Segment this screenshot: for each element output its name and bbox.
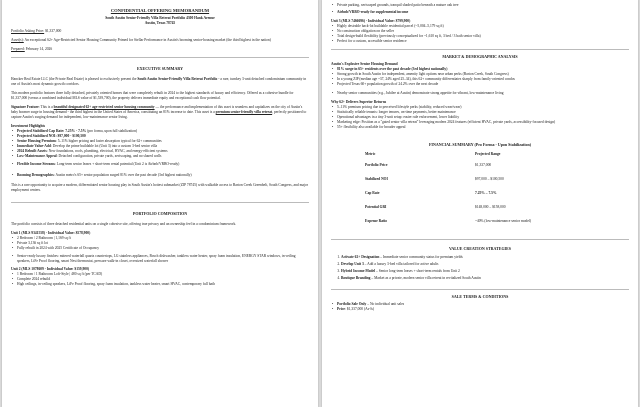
- highlights-title: Investment Highlights: [11, 124, 46, 128]
- prepared-line: Prepared: February 14, 2026: [11, 47, 53, 51]
- assets-line: Asset(s): An exceptional 62+ Age-Restricted Senior Housing Community Primed for Stellar Performance in Austin's booming senior-housing market (the third highest in the nation): [11, 38, 271, 42]
- list-item: • Projected Stabilized Cap Rate: 7.25% - 7.5% (pro forma, upon full stabilization): [17, 129, 309, 134]
- unit1-title: Unit 1 (MLS 9341558) - Individual Value: $578,900): [11, 231, 91, 235]
- list-item: • 2024 Rebuilt Assets: New foundations, roofs, plumbing, electrical, HVAC, and energy-efficient systems: [17, 149, 309, 154]
- list-item: 4. Boutique Branding – Market as a private, modern senior villa retreat in revitalized South Austin: [341, 276, 629, 281]
- composition-intro: The portfolio consists of three detached residential units on a single cohesive site, offering true privacy and an ownership feel in a condominium framework.: [11, 222, 237, 226]
- list-item: • Portfolio Sale Only – No individual unit sales: [337, 302, 629, 307]
- list-item: • Private parking, xeriscaped grounds, tranquil shaded patio beneath a mature oak tree: [337, 3, 629, 8]
- list-item: • Immediate Value-Add: Develop the prime buildable lot (Unit 3) into a custom 3-bed senior villa: [17, 144, 309, 149]
- portfolio-name: South Austin Senior-Friendly Villa Retreat Portfolio 4300 Hank Avenue: [105, 16, 215, 20]
- list-item: • Projected Texas 60+ population growth of 24.2% over the next decade: [337, 82, 629, 87]
- list-item: • Total design-build flexibility (previously conceptualized for ~1,610 sq ft, 3 bed / 3 bath senior villa): [337, 34, 629, 39]
- list-item: • 2 Bedroom / 2 Bathroom | 1,169 sq ft: [17, 236, 309, 241]
- table-header-row: [365, 150, 595, 163]
- table-row: Potential GRI $148,000 – $158,000: [365, 205, 506, 209]
- list-item: • Price: $1,337,000 (As-Is): [337, 307, 629, 312]
- list-item: • Statistically reliable tenants: longer tenures, on-time payments, better maintenance: [337, 110, 629, 115]
- list-item: • 55+ flexibility also available for broader appeal: [337, 125, 629, 130]
- list-item: • Private 3,136 sq ft lot: [17, 241, 309, 246]
- value-list: [331, 255, 629, 281]
- list-item: • Nearby senior communities (e.g., Jubilee at Austin) demonstrate strong appetite for vibrant, low-maintenance living: [337, 91, 629, 96]
- divider: [11, 57, 309, 58]
- market-subtitle-1: Austin's Explosive Senior Housing Demand: [331, 62, 398, 66]
- list-item: • Perfect for a custom, accessible senior residence: [337, 39, 629, 44]
- unit3-title: Unit 3 (MLS 7466696) - Individual Value: $799,900): [331, 19, 411, 23]
- list-item: • Complete 2024 rebuild: [17, 277, 309, 282]
- list-item: • No construction obligation on the seller: [337, 29, 629, 34]
- divider: [331, 289, 629, 290]
- unit3-list: [331, 24, 629, 44]
- table-row: Expense Ratio ~40% (low-maintenance senior model): [365, 219, 532, 223]
- column-header: Projected Range: [475, 152, 501, 156]
- financial-table: [365, 150, 595, 233]
- table-row: Stabilized NOI $97,000 – $100,500: [365, 177, 504, 181]
- portfolio-location: Austin, Texas 78745: [144, 21, 176, 25]
- market-list-2: [331, 105, 629, 130]
- column-header: Metric: [365, 152, 376, 156]
- highlights-list: [11, 129, 309, 178]
- list-item: • Fully rebuilt in 2024 with 2025 Certificate of Occupancy: [17, 246, 309, 251]
- market-list-1: [331, 67, 629, 96]
- list-item: • Marketing edge: Position as a "gated senior villa retreat" leveraging modern 2024 features (efficient HVAC, private yards, accessibility-focused design): [337, 120, 629, 125]
- market-subtitle-2: Why 62+ Delivers Superior Returns: [331, 100, 387, 104]
- signature-feature: Signature Feature: This is a beautiful designated 62+ age-restricted senior housing community — the performance and implementation of this asset is seamless and capitalizes on the city of Austin's baby boomer surge in housing demand - the third highest in the United States of America, constituting an 81% increase to date. This asset is a premium senior-friendly villa retreat, perfectly positioned to capture Austin's surging demand for independent, low-maintenance senior living.: [11, 105, 307, 119]
- financial-heading: FINANCIAL SUMMARY (Pro Forma - Upon Stabilization): [428, 142, 532, 147]
- document-page-1: [2, 0, 318, 407]
- divider: [331, 239, 629, 240]
- composition-heading: PORTFOLIO COMPOSITION: [132, 211, 188, 216]
- sale-heading: SALE TERMS & CONDITIONS: [451, 294, 509, 299]
- list-item: • Senior-ready luxury finishes: mitered waterfall quartz countertops, LG stainless appliances, Bosch dishwasher, tankless water heater, spray foam insulation, ENERGY STAR windows, in-ceiling speakers, LiFe Proof flooring, smart Nest thermostat, pressure walk-in closet, oversized waterfall shower: [17, 254, 309, 264]
- unit2-title: Unit 2 (MLS 1078609 - Individual Value: $159,900): [11, 267, 90, 271]
- sale-list: [331, 302, 629, 312]
- exec-summary-heading: EXECUTIVE SUMMARY: [137, 66, 183, 71]
- list-item: 3. Hybrid Income Model – Senior long-term leases + short-term rentals from Unit 2: [341, 269, 629, 274]
- memo-title: CONFIDENTIAL OFFERING MEMORANDUM: [110, 8, 210, 13]
- list-item: • 81% surge in 65+ residents over the past decade (3rd highest nationally): [337, 67, 629, 72]
- list-item: • Operational advantages in a tiny 3-unit setup: easier rule enforcement, lower liability: [337, 115, 629, 120]
- value-heading: VALUE CREATION STRATEGIES: [448, 246, 512, 251]
- divider: [331, 49, 629, 50]
- exec-paragraph-2: This modern portfolio features three fully detached, privately oriented homes that were completely rebuilt in 2024 to the highest standards of luxury and efficiency. Offered as a cohesive bundle for $1,337,000 (versus a combined individual MLS value of $1,539,700), the property delivers immediate equity and exceptional cash flow potential.: [11, 91, 294, 100]
- document-page-2: [322, 0, 638, 407]
- divider: [11, 202, 309, 203]
- list-item: • Booming Demographics: Austin metro's 65+ senior population surged 81% over the past decade (3rd highest nationally): [17, 173, 309, 178]
- list-item: • Low-Maintenance Appeal: Detached configuration, private yards, xeriscaping, and no shared walls: [17, 154, 309, 159]
- list-item: • 5–11% premium pricing due to perceived lifestyle perks (stability, reduced wear/wear): [337, 105, 629, 110]
- unit2-list: [11, 272, 309, 287]
- list-item: • Airbnb/VRBO-ready for supplemental income: [337, 10, 629, 15]
- exec-paragraph-1: Hancker Real Estate LLC (the Private Real Estate) is pleased to exclusively present the South Austin Senior-Friendly Villa Retreat Portfolio - a rare, turnkey 3-unit detached condominium community in one of Austin's most dynamic growth corridors.: [11, 77, 307, 86]
- list-item: • Strong growth in South Austin for independent, amenity light options near urban perks (Barton Creek, South Congress): [337, 72, 629, 77]
- list-item: • 1 Bedroom / 1 Bathroom Loft-Style | 480 sq ft (per TCAD): [17, 272, 309, 277]
- unit2-list-continued: [331, 3, 629, 15]
- list-item: • High ceilings, in-ceiling speakers, LiFe Proof flooring, spray foam insulation, tankless water heater, smart HVAC, contemporary full bath: [17, 282, 309, 287]
- list-item: • Flexible Income Streams: Long-term senior leases + short-term rental potential (Unit 2 is Airbnb/VRBO-ready): [17, 162, 309, 167]
- list-item: • Highly desirable back-lot buildable residential parcel (~5,004–5,179 sq ft): [337, 24, 629, 29]
- unit1-list: [11, 236, 309, 264]
- list-item: • In a young ZIP (median age ~37, 24% aged 25–34), this 62+ community differentiates sharply from family-oriented condos: [337, 77, 629, 82]
- exec-paragraph-4: This is a rare opportunity to acquire a modern, differentiated senior housing play in South Austin's hottest submarket (ZIP 78745) with walkable access to Barton Creek Greenbelt, South Congress, and major employment centers.: [11, 183, 308, 192]
- list-item: 2. Develop Unit 3 – Add a luxury 3-bed villa tailored for active adults: [341, 262, 629, 267]
- market-heading: MARKET & DEMOGRAPHIC ANALYSIS: [442, 54, 518, 59]
- list-item: 1. Activate 62+ Designation – Immediate senior community status for premium yields: [341, 255, 629, 260]
- table-row: Portfolio Price $1,337,000: [365, 163, 492, 167]
- list-item: • Senior Housing Premium: 5–11% higher pricing and faster absorption typical for 62+ communities: [17, 139, 309, 144]
- list-item: • Projected Stabilized NOI: $97,000 - $100,500: [17, 134, 309, 139]
- asking-price: Portfolio Asking Price: $1,337,000: [11, 29, 62, 33]
- table-row: Cap Rate 7.25% – 7.5%: [365, 191, 497, 195]
